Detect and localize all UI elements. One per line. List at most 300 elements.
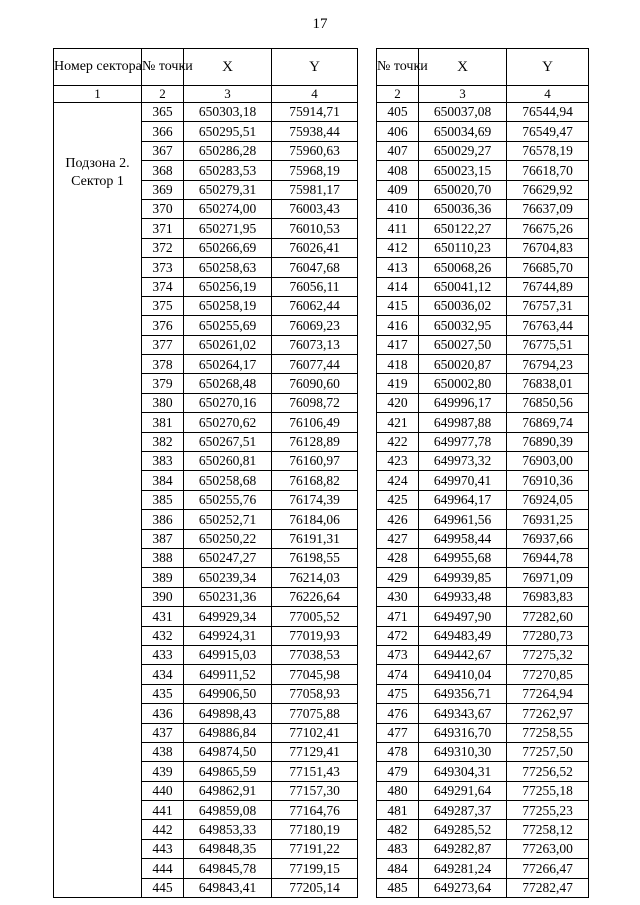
x-cell: 649911,52 [184,665,272,684]
x-cell: 650258,68 [184,471,272,490]
point-number-cell: 422 [377,432,419,451]
table-row [377,510,589,529]
x-cell: 650122,27 [419,219,507,238]
point-number-cell: 471 [377,607,419,626]
point-number-cell: 375 [142,296,184,315]
x-cell: 649304,31 [419,762,507,781]
x-cell: 649970,41 [419,471,507,490]
point-number-cell: 373 [142,258,184,277]
y-cell: 77282,47 [507,878,589,897]
point-number-cell: 444 [142,859,184,878]
x-cell: 649848,35 [184,839,272,858]
x-cell: 650303,18 [184,103,272,122]
y-cell: 76214,03 [272,568,358,587]
x-cell: 650271,95 [184,219,272,238]
y-cell: 76931,25 [507,510,589,529]
y-cell: 76618,70 [507,161,589,180]
table-row [377,122,589,141]
x-cell: 649906,50 [184,684,272,703]
page-number: 17 [312,16,328,32]
point-number-cell: 383 [142,452,184,471]
x-cell: 650270,62 [184,413,272,432]
y-cell: 76549,47 [507,122,589,141]
column-index: 2 [377,86,419,103]
table-row [377,781,589,800]
table-row [54,103,358,122]
y-cell: 75981,17 [272,180,358,199]
table-row [377,529,589,548]
point-number-cell: 436 [142,704,184,723]
point-number-cell: 476 [377,704,419,723]
table-row [377,258,589,277]
y-cell: 76903,00 [507,452,589,471]
table-row [377,413,589,432]
x-cell: 650256,19 [184,277,272,296]
point-number-cell: 366 [142,122,184,141]
x-cell: 649987,88 [419,413,507,432]
x-cell: 649281,24 [419,859,507,878]
x-cell: 649291,64 [419,781,507,800]
y-cell: 77058,93 [272,684,358,703]
x-cell: 649442,67 [419,645,507,664]
x-cell: 649282,87 [419,839,507,858]
x-cell: 650250,22 [184,529,272,548]
x-cell: 650258,63 [184,258,272,277]
point-number-cell: 414 [377,277,419,296]
sector-number-header: Номер сектора [54,49,142,86]
y-cell: 76944,78 [507,548,589,567]
point-number-cell: 477 [377,723,419,742]
point-number-cell: 429 [377,568,419,587]
point-number-cell: 369 [142,180,184,199]
x-cell: 650036,02 [419,296,507,315]
point-number-cell: 379 [142,374,184,393]
x-header: X [184,49,272,86]
x-cell: 649964,17 [419,490,507,509]
x-cell: 650231,36 [184,587,272,606]
table-row [377,219,589,238]
point-number-cell: 410 [377,199,419,218]
column-index-row [54,86,358,103]
y-cell: 76637,09 [507,199,589,218]
table-row [377,393,589,412]
y-cell: 76191,31 [272,529,358,548]
table-row [377,878,589,897]
y-cell: 75960,63 [272,141,358,160]
y-cell: 77280,73 [507,626,589,645]
column-index: 4 [507,86,589,103]
point-number-cell: 418 [377,355,419,374]
point-number-cell: 473 [377,645,419,664]
x-cell: 650110,23 [419,238,507,257]
point-number-cell: 389 [142,568,184,587]
y-cell: 76910,36 [507,471,589,490]
point-number-cell: 480 [377,781,419,800]
point-number-cell: 475 [377,684,419,703]
x-cell: 650023,15 [419,161,507,180]
y-cell: 77263,00 [507,839,589,858]
table-row [377,801,589,820]
table-row [377,742,589,761]
y-header: Y [272,49,358,86]
x-cell: 649316,70 [419,723,507,742]
y-cell: 76073,13 [272,335,358,354]
y-cell: 76174,39 [272,490,358,509]
header-row [377,49,589,86]
x-cell: 650037,08 [419,103,507,122]
point-number-cell: 435 [142,684,184,703]
table-row [377,432,589,451]
y-cell: 76062,44 [272,296,358,315]
point-number-cell: 421 [377,413,419,432]
y-cell: 77005,52 [272,607,358,626]
table-row [377,626,589,645]
x-cell: 649859,08 [184,801,272,820]
x-cell: 649273,64 [419,878,507,897]
x-cell: 649356,71 [419,684,507,703]
y-cell: 77266,47 [507,859,589,878]
point-number-cell: 441 [142,801,184,820]
point-number-cell: 368 [142,161,184,180]
y-cell: 75914,71 [272,103,358,122]
column-index: 4 [272,86,358,103]
x-cell: 649287,37 [419,801,507,820]
point-number-cell: 483 [377,839,419,858]
x-header: X [419,49,507,86]
x-cell: 649497,90 [419,607,507,626]
y-cell: 76629,92 [507,180,589,199]
y-cell: 77038,53 [272,645,358,664]
point-number-cell: 377 [142,335,184,354]
x-cell: 650029,27 [419,141,507,160]
table-row [377,548,589,567]
table-row [377,296,589,315]
point-number-cell: 390 [142,587,184,606]
y-cell: 76003,43 [272,199,358,218]
point-number-cell: 412 [377,238,419,257]
point-number-cell: 384 [142,471,184,490]
coordinates-table-left [53,48,358,898]
y-cell: 76675,26 [507,219,589,238]
table-row [377,103,589,122]
x-cell: 650239,34 [184,568,272,587]
y-cell: 77019,93 [272,626,358,645]
x-cell: 650260,81 [184,452,272,471]
x-cell: 649865,59 [184,762,272,781]
point-number-cell: 372 [142,238,184,257]
y-cell: 77157,30 [272,781,358,800]
x-cell: 649958,44 [419,529,507,548]
point-number-cell: 434 [142,665,184,684]
y-cell: 77129,41 [272,742,358,761]
point-number-cell: 472 [377,626,419,645]
point-number-header: № точки [142,49,184,86]
y-cell: 76704,83 [507,238,589,257]
table-row [377,161,589,180]
y-cell: 76198,55 [272,548,358,567]
x-cell: 649853,33 [184,820,272,839]
point-number-cell: 385 [142,490,184,509]
sector-label-cell: Подзона 2. Сектор 1 [54,103,142,898]
y-cell: 76098,72 [272,393,358,412]
x-cell: 649933,48 [419,587,507,606]
x-cell: 650264,17 [184,355,272,374]
table-row [377,704,589,723]
table-row [377,199,589,218]
point-number-cell: 443 [142,839,184,858]
table-row [377,645,589,664]
point-number-cell: 430 [377,587,419,606]
column-index: 3 [419,86,507,103]
point-number-cell: 479 [377,762,419,781]
y-cell: 76047,68 [272,258,358,277]
x-cell: 649939,85 [419,568,507,587]
x-cell: 650283,53 [184,161,272,180]
point-number-cell: 485 [377,878,419,897]
table-row [377,335,589,354]
point-number-cell: 439 [142,762,184,781]
x-cell: 650279,31 [184,180,272,199]
point-number-cell: 424 [377,471,419,490]
point-number-cell: 370 [142,199,184,218]
y-cell: 77102,41 [272,723,358,742]
x-cell: 649285,52 [419,820,507,839]
coordinates-table-right [376,48,589,898]
x-cell: 650255,76 [184,490,272,509]
y-cell: 76983,83 [507,587,589,606]
y-cell: 76794,23 [507,355,589,374]
point-number-cell: 416 [377,316,419,335]
point-number-cell: 482 [377,820,419,839]
y-cell: 77075,88 [272,704,358,723]
y-cell: 77255,18 [507,781,589,800]
x-cell: 649961,56 [419,510,507,529]
y-cell: 76971,09 [507,568,589,587]
table-row [377,238,589,257]
y-cell: 76850,56 [507,393,589,412]
x-cell: 649915,03 [184,645,272,664]
table-row [377,141,589,160]
x-cell: 650036,36 [419,199,507,218]
table-row [377,374,589,393]
point-number-cell: 442 [142,820,184,839]
table-row [377,355,589,374]
x-cell: 649996,17 [419,393,507,412]
point-number-cell: 376 [142,316,184,335]
y-cell: 77191,22 [272,839,358,858]
point-number-cell: 374 [142,277,184,296]
point-number-cell: 387 [142,529,184,548]
point-number-cell: 367 [142,141,184,160]
point-number-cell: 371 [142,219,184,238]
x-cell: 650267,51 [184,432,272,451]
y-cell: 76838,01 [507,374,589,393]
point-number-cell: 433 [142,645,184,664]
point-number-cell: 409 [377,180,419,199]
y-cell: 76106,49 [272,413,358,432]
point-number-cell: 405 [377,103,419,122]
table-row [377,762,589,781]
y-header: Y [507,49,589,86]
y-cell: 77264,94 [507,684,589,703]
x-cell: 649343,67 [419,704,507,723]
point-number-cell: 415 [377,296,419,315]
point-number-cell: 380 [142,393,184,412]
y-cell: 77164,76 [272,801,358,820]
table-row [377,490,589,509]
y-cell: 76757,31 [507,296,589,315]
y-cell: 77045,98 [272,665,358,684]
point-number-cell: 432 [142,626,184,645]
y-cell: 76069,23 [272,316,358,335]
point-number-cell: 381 [142,413,184,432]
point-number-cell: 426 [377,510,419,529]
table-row [377,452,589,471]
y-cell: 77180,19 [272,820,358,839]
x-cell: 650068,26 [419,258,507,277]
x-cell: 650268,48 [184,374,272,393]
y-cell: 76184,06 [272,510,358,529]
y-cell: 76077,44 [272,355,358,374]
point-number-cell: 382 [142,432,184,451]
x-cell: 649874,50 [184,742,272,761]
x-cell: 649845,78 [184,859,272,878]
x-cell: 649977,78 [419,432,507,451]
point-number-cell: 474 [377,665,419,684]
column-index-row [377,86,589,103]
y-cell: 76937,66 [507,529,589,548]
point-number-cell: 445 [142,878,184,897]
x-cell: 650041,12 [419,277,507,296]
x-cell: 649955,68 [419,548,507,567]
y-cell: 77275,32 [507,645,589,664]
y-cell: 76685,70 [507,258,589,277]
y-cell: 76775,51 [507,335,589,354]
point-number-cell: 408 [377,161,419,180]
point-number-cell: 388 [142,548,184,567]
y-cell: 76763,44 [507,316,589,335]
x-cell: 650247,27 [184,548,272,567]
y-cell: 75968,19 [272,161,358,180]
column-index: 1 [54,86,142,103]
table-row [377,820,589,839]
y-cell: 77256,52 [507,762,589,781]
x-cell: 649310,30 [419,742,507,761]
x-cell: 650002,80 [419,374,507,393]
table-row [377,665,589,684]
point-number-cell: 478 [377,742,419,761]
table-row [377,607,589,626]
point-number-cell: 419 [377,374,419,393]
table-row [377,723,589,742]
x-cell: 650270,16 [184,393,272,412]
x-cell: 650266,69 [184,238,272,257]
x-cell: 650032,95 [419,316,507,335]
x-cell: 650034,69 [419,122,507,141]
column-index: 3 [184,86,272,103]
point-number-cell: 440 [142,781,184,800]
y-cell: 77255,23 [507,801,589,820]
point-number-cell: 428 [377,548,419,567]
y-cell: 77257,50 [507,742,589,761]
x-cell: 650261,02 [184,335,272,354]
y-cell: 77282,60 [507,607,589,626]
y-cell: 77205,14 [272,878,358,897]
y-cell: 77258,12 [507,820,589,839]
x-cell: 649973,32 [419,452,507,471]
x-cell: 649886,84 [184,723,272,742]
y-cell: 76168,82 [272,471,358,490]
point-number-cell: 438 [142,742,184,761]
x-cell: 650252,71 [184,510,272,529]
x-cell: 649862,91 [184,781,272,800]
point-number-cell: 378 [142,355,184,374]
y-cell: 76744,89 [507,277,589,296]
y-cell: 76544,94 [507,103,589,122]
y-cell: 76924,05 [507,490,589,509]
x-cell: 649898,43 [184,704,272,723]
point-number-cell: 413 [377,258,419,277]
point-number-cell: 417 [377,335,419,354]
column-index: 2 [142,86,184,103]
y-cell: 76010,53 [272,219,358,238]
point-number-cell: 407 [377,141,419,160]
point-number-cell: 365 [142,103,184,122]
table-row [377,859,589,878]
table-row [377,568,589,587]
x-cell: 650020,87 [419,355,507,374]
x-cell: 649410,04 [419,665,507,684]
y-cell: 76890,39 [507,432,589,451]
y-cell: 76128,89 [272,432,358,451]
table-row [377,180,589,199]
point-number-header: № точки [377,49,419,86]
x-cell: 649483,49 [419,626,507,645]
point-number-cell: 406 [377,122,419,141]
point-number-cell: 423 [377,452,419,471]
y-cell: 76056,11 [272,277,358,296]
table-row [377,684,589,703]
table-row [377,587,589,606]
header-row [54,49,358,86]
x-cell: 650258,19 [184,296,272,315]
table-row [377,471,589,490]
table-row [377,316,589,335]
table-row [377,839,589,858]
y-cell: 77258,55 [507,723,589,742]
x-cell: 650274,00 [184,199,272,218]
point-number-cell: 437 [142,723,184,742]
x-cell: 650027,50 [419,335,507,354]
x-cell: 650255,69 [184,316,272,335]
y-cell: 77262,97 [507,704,589,723]
y-cell: 76226,64 [272,587,358,606]
point-number-cell: 481 [377,801,419,820]
y-cell: 77151,43 [272,762,358,781]
table-row [377,277,589,296]
x-cell: 650286,28 [184,141,272,160]
y-cell: 77270,85 [507,665,589,684]
x-cell: 649843,41 [184,878,272,897]
point-number-cell: 411 [377,219,419,238]
point-number-cell: 386 [142,510,184,529]
x-cell: 649929,34 [184,607,272,626]
point-number-cell: 427 [377,529,419,548]
y-cell: 75938,44 [272,122,358,141]
y-cell: 77199,15 [272,859,358,878]
point-number-cell: 425 [377,490,419,509]
point-number-cell: 420 [377,393,419,412]
